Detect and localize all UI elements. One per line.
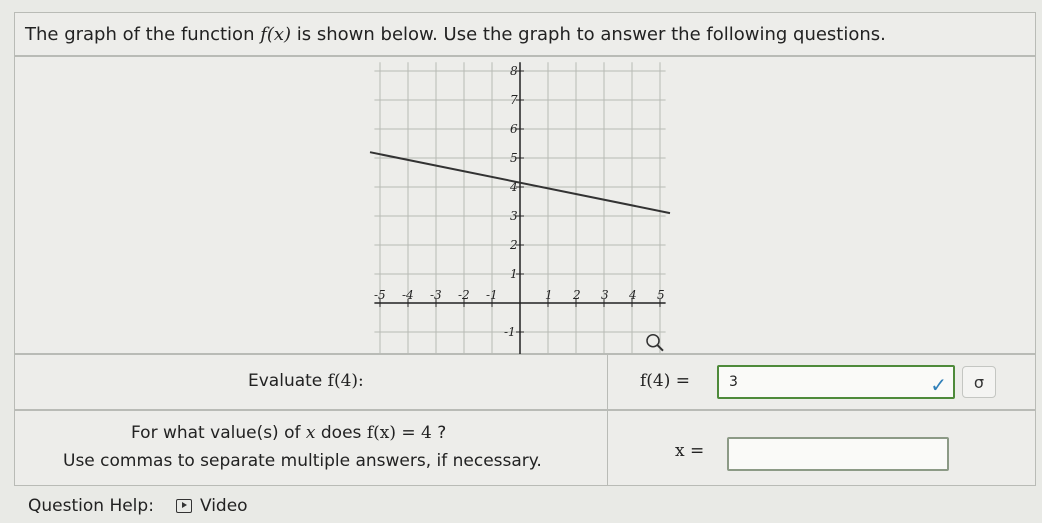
graph-panel (14, 56, 1036, 354)
x-tick-label: -4 (402, 288, 414, 302)
f4-answer-value: 3 (729, 374, 738, 390)
y-tick-label: 1 (510, 267, 518, 281)
question-prompt-bar (14, 12, 1036, 56)
x-tick-label: 2 (573, 288, 581, 302)
x-label: x = (675, 441, 705, 461)
y-tick-label: 5 (510, 151, 518, 165)
magnifier-icon[interactable] (647, 335, 663, 351)
evaluate-row (14, 354, 1036, 410)
f4-answer-input[interactable] (717, 365, 955, 399)
x-tick-label: -3 (430, 288, 442, 302)
y-tick-label: 4 (510, 180, 518, 194)
sigma-tool-button[interactable]: σ (962, 366, 996, 398)
y-tick-label: -1 (504, 325, 516, 339)
x-tick-label: 4 (629, 288, 637, 302)
y-tick-label: 7 (510, 93, 518, 107)
x-tick-label: -5 (374, 288, 386, 302)
evaluate-prompt: Evaluate f(4): (248, 371, 364, 391)
f4-label: f(4) = (640, 371, 691, 391)
question-help (28, 496, 248, 516)
video-link[interactable] (176, 496, 248, 516)
question-help-label: Question Help: (28, 496, 154, 516)
x-answer-input[interactable] (727, 437, 949, 471)
solve-prompt-line1: For what value(s) of x does f(x) = 4 ? (131, 423, 447, 443)
y-tick-label: 8 (510, 64, 518, 78)
video-label: Video (199, 496, 248, 516)
question-prompt: The graph of the function f(x) is shown below. Use the graph to answer the following questions. (25, 23, 886, 45)
x-tick-label: -1 (486, 288, 498, 302)
y-tick-label: 2 (510, 238, 518, 252)
solve-prompt-line2: Use commas to separate multiple answers, if necessary. (63, 451, 542, 471)
x-tick-label: 5 (657, 288, 665, 302)
x-tick-label: 1 (545, 288, 553, 302)
function-graph (374, 59, 680, 355)
x-tick-label: 3 (601, 288, 609, 302)
y-tick-label: 6 (510, 122, 518, 136)
play-icon (176, 499, 192, 513)
y-tick-label: 3 (510, 209, 518, 223)
check-icon: ✓ (930, 373, 947, 397)
solve-row (14, 410, 1036, 486)
x-tick-label: -2 (458, 288, 470, 302)
